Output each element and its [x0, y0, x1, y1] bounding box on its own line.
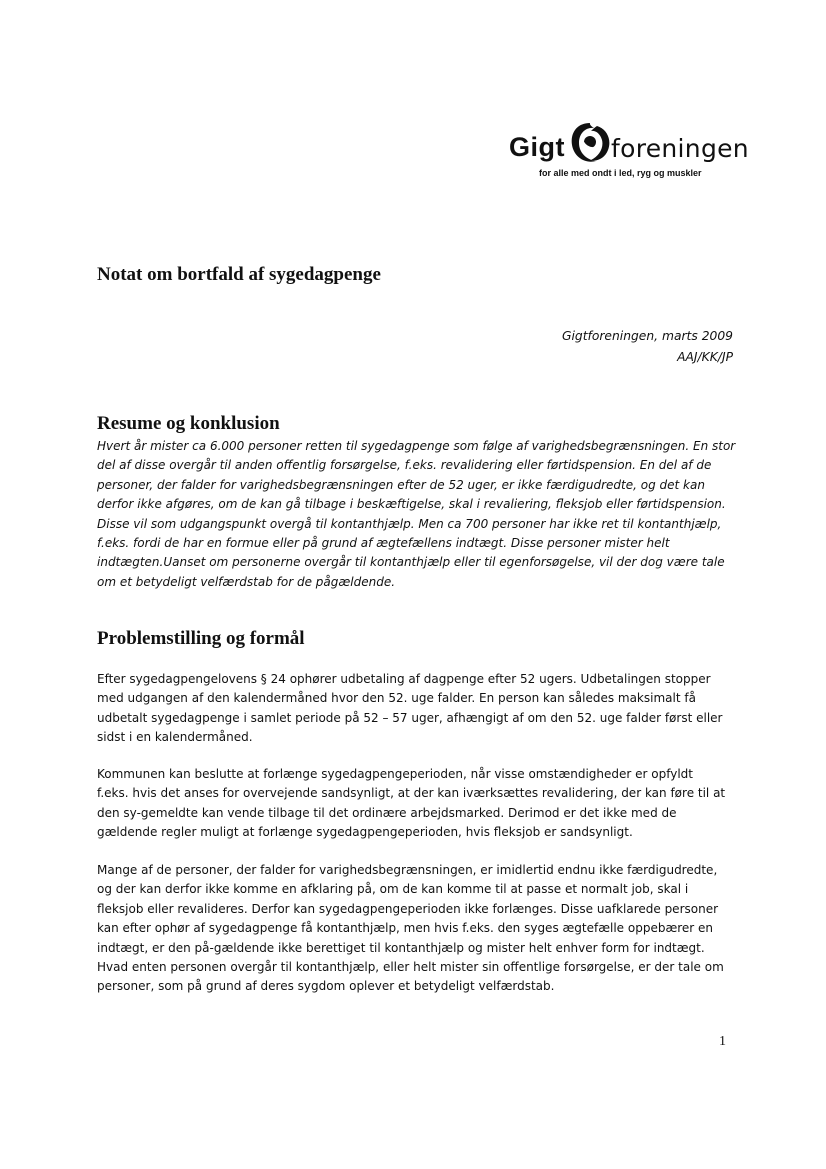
logo-word-gigt: Gigt [509, 132, 565, 162]
section-heading-problemstilling: Problemstilling og formål [97, 628, 305, 649]
gigtforeningen-swirl-icon [567, 120, 613, 166]
body-paragraph-1: Efter sygedagpengelovens § 24 ophører udbetaling af dagpenge efter 52 ugers. Udbetalingen stopper med udgangen af den kalendermåned hvor den 52. uge falder. En person kan således maksimalt få udbetalt sygedagpenge i samlet periode på 52 – 57 uger, afhængigt af om den 52. uge falder først eller sidst i en kalendermåned. [97, 672, 723, 745]
resume-paragraph: Hvert år mister ca 6.000 personer retten til sygedagpenge som følge af varighedsbegrænsningen. En stor del af disse overgår til anden offentlig forsørgelse, f.eks. revalidering eller førtidspension. En del af de personer, der falder for varighedsbegrænsningen efter de 52 uger, er ikke færdigudredte, og det kan derfor ikke afgøres, om de kan gå tilbage i beskæftigelse, skal i revaliering, fleksjob eller førtidspension. Disse vil som udgangspunkt overgå til kontanthjælp. Men ca 700 personer har ikke ret til kontanthjælp, f.eks. fordi de har en formue eller på grund af ægtefællens indtægt. Disse personer mister helt indtægten.Uanset om personerne overgår til kontanthjælp eller til egenforsøgelse, vil der dog være tale om et betydeligt velfærdstab for de pågældende. [97, 439, 736, 589]
section-heading-resume: Resume og konklusion [97, 413, 280, 434]
document-meta [562, 326, 733, 368]
page-number: 1 [719, 1034, 726, 1049]
meta-organisation-date: Gigtforeningen, marts 2009 [561, 329, 733, 343]
body-paragraph-3: Mange af de personer, der falder for varighedsbegrænsningen, er imidlertid endnu ikke færdigudredte, og der kan derfor ikke komme en afklaring på, om de kan komme til at passe et normalt job, skal i fleksjob eller revalideres. Derfor kan sygedagpengeperioden ikke forlænges. Disse uafklarede personer kan efter ophør af sygedagpenge få kontanthjælp, men hvis f.eks. den syges ægtefælle oppebærer en indtægt, er den på-gældende ikke berettiget til kontanthjælp og mister helt enhver form for indtægt. Hvad enten personen overgår til kontanthjælp, eller helt mister sin offentlige forsørgelse, er der tale om personer, som på grund af deres sygdom oplever et betydeligt velfærdstab. [97, 863, 724, 994]
meta-initials: AAJ/KK/JP [677, 350, 733, 364]
document-title: Notat om bortfald af sygedagpenge [97, 264, 381, 285]
gigtforeningen-logo [505, 118, 749, 186]
logo-word-foreningen: foreningen [611, 134, 749, 163]
logo-tagline: for alle med ondt i led, ryg og muskler [539, 168, 702, 178]
body-paragraph-2: Kommunen kan beslutte at forlænge sygedagpengeperioden, når visse omstændigheder er opfyldt f.eks. hvis det anses for overvejende sandsynligt, at der kan iværksættes revalidering, der kan føre til at den sy-gemeldte kan vende tilbage til det ordinære arbejdsmarked. Derimod er det ikke med de gældende regler muligt at forlænge sygedagpengeperioden, hvis fleksjob er sandsynligt. [97, 767, 726, 840]
